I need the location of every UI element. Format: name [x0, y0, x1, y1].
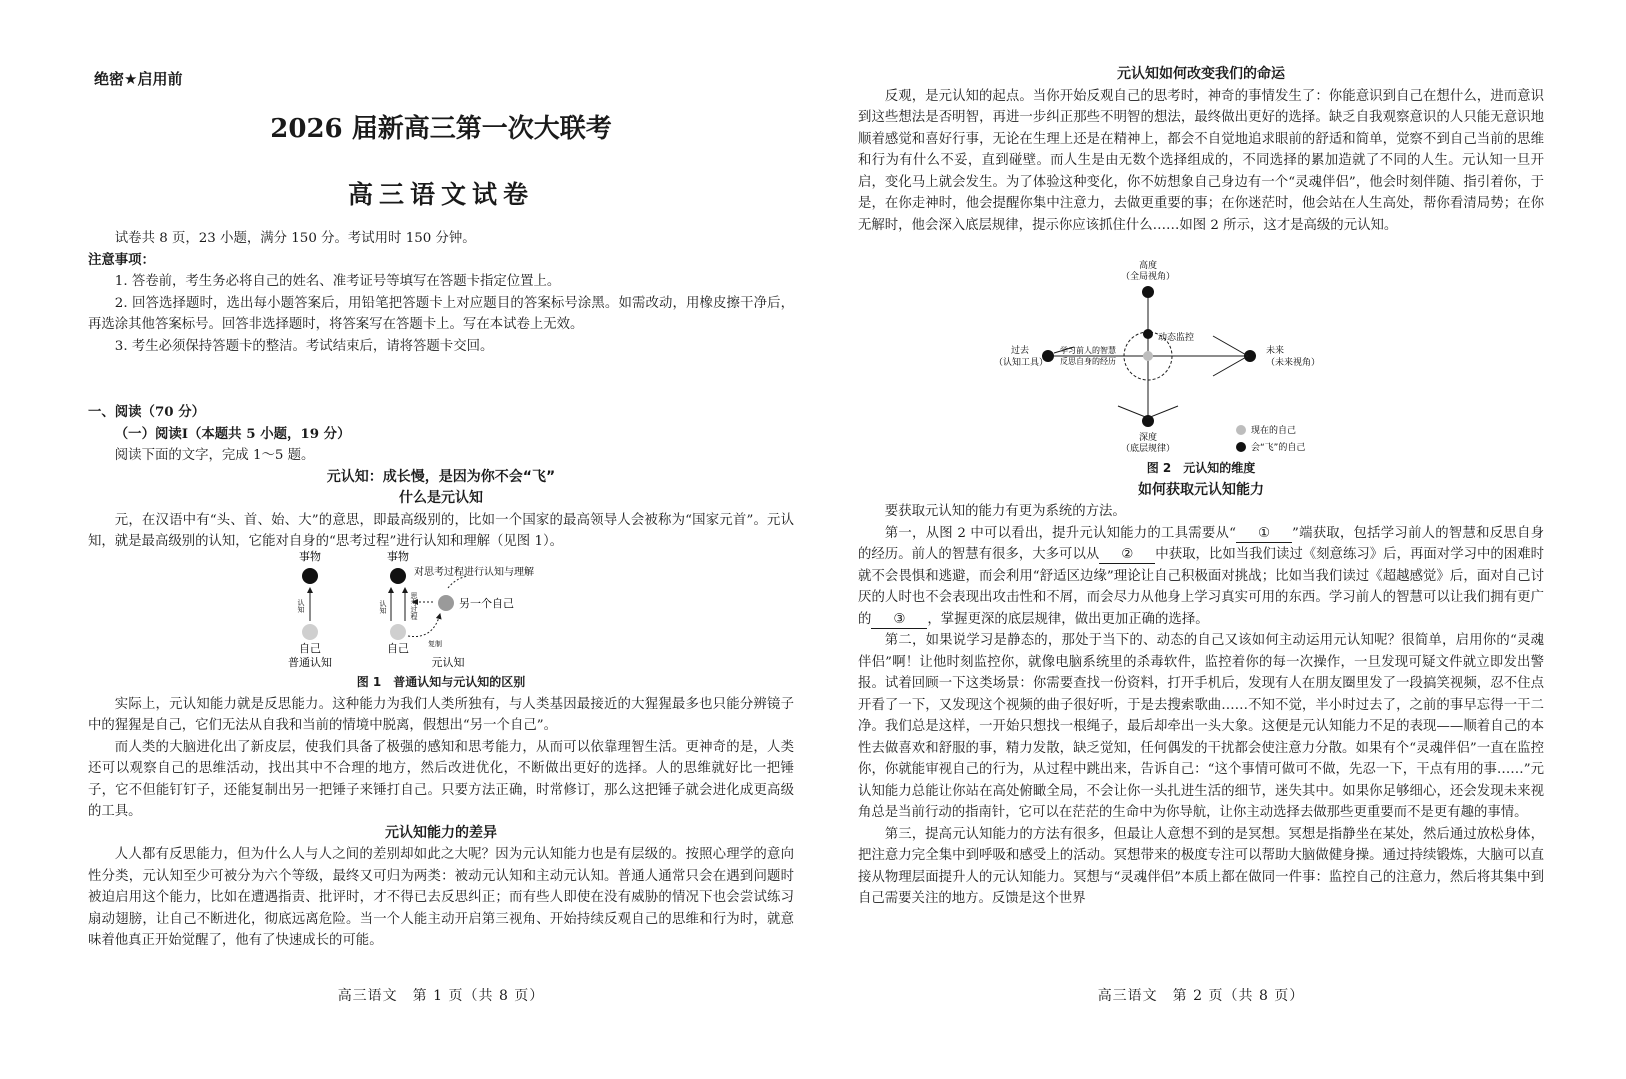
right-top-block: [858, 64, 1544, 236]
paragraph: 第三，提高元认知能力的方法有很多，但最让人意想不到的是冥想。冥想是指静坐在某处，然后通过放松身体，把注意力完全集中到呼吸和感受上的活动。冥想带来的极度专注可以帮助大脑做健身操。通过持续锻炼，大脑可以直接从物理层面提升人的元认知能力。冥想与“灵魂伴侣”本质上都在做同一件事：监控自己的注意力，然后将其集中到自己需要关注的地方。反馈是这个世界: [858, 826, 1544, 906]
blank-3: ③: [871, 612, 927, 629]
page-footer: 高三语文 第 2 页（共 8 页）: [1097, 988, 1305, 1004]
right-page: [858, 0, 1544, 1079]
exam-info: 试卷共 8 页，23 小题，满分 150 分。考试用时 150 分钟。: [114, 231, 476, 246]
fig1-left-bottom-label: 自己: [299, 642, 321, 655]
fig1-other-self-dot: [438, 595, 454, 611]
fig1-left-caption: 普通认知: [288, 656, 332, 669]
fig2-center-label-1: 学习前人的智慧: [1060, 346, 1116, 355]
heading-fate: 元认知如何改变我们的命运: [1117, 66, 1285, 82]
note-item: 2. 回答选择题时，选出每小题答案后，用铅笔把答题卡上对应题目的答案标号涂黑。如需改动，用橡皮擦干净后，再选涂其他答案标号。回答非选择题时，将答案写在答题卡上。写在本试卷上无效。: [88, 295, 794, 332]
fig1-left-top-label: 事物: [299, 550, 321, 563]
fig1-right-bottom-label: 自己: [387, 642, 409, 655]
fig2-left-sub: （认知工具）: [994, 358, 1049, 368]
fig1-right-caption: 元认知: [431, 656, 465, 669]
fig2-left-label: 过去: [1011, 346, 1030, 356]
fig1-right-annotation: 对思考过程进行认知与理解: [414, 567, 534, 578]
section-heading: 一、阅读（70 分）: [88, 404, 206, 420]
fig1-thing-dot: [390, 568, 406, 584]
notes-heading: 注意事项：: [88, 251, 155, 268]
blank-2: ②: [1099, 547, 1155, 564]
legend-fly-dot: [1236, 442, 1246, 452]
figure-1-caption: 图 1 普通认知与元认知的区别: [356, 675, 526, 689]
fig1-self-dot: [390, 624, 406, 640]
left-body-block: [88, 672, 794, 952]
subject-title: 高三语文试卷: [347, 180, 534, 209]
fig1-right-arrow-label-2: 思考过程: [410, 592, 418, 620]
figure-1-diagram: [268, 548, 588, 670]
heading-what-is-metacognition: 什么是元认知: [399, 490, 483, 506]
text-segment: 第一，从图 2 中可以看出，提升元认知能力的工具需要从“: [884, 525, 1236, 541]
note-item: 3. 考生必须保持答题卡的整洁。考试结束后，请将答题卡交回。: [114, 338, 494, 354]
subsection-heading: （一）阅读Ⅰ（本题共 5 小题，19 分）: [114, 425, 351, 442]
fig2-right-sub: （未来视角）: [1266, 358, 1321, 368]
legend-now-dot: [1236, 425, 1246, 435]
paragraph-with-blanks: [858, 523, 1544, 631]
fig1-thing-dot: [302, 568, 318, 584]
paragraph: 实际上，元认知能力就是反思能力。这种能力为我们人类所独有，与人类基因最接近的大猩猩最多也只能分辨镜子中的猩猩是自己，它们无法从自我和当前的情境中脱离，假想出“另一个自己”。: [88, 696, 794, 733]
secret-mark: 绝密★启用前: [94, 70, 183, 88]
fig2-top-label: 高度: [1138, 261, 1158, 271]
legend-now-label: 现在的自己: [1251, 426, 1297, 436]
fig2-bottom-sub: （底层规律）: [1120, 444, 1176, 454]
fig2-right-label: 未来: [1266, 346, 1285, 356]
fig1-right-arrow-label-1: 认知: [379, 600, 387, 614]
heading-metacognition-difference: 元认知能力的差异: [385, 824, 497, 841]
paragraph: 而人类的大脑进化出了新皮层，使我们具备了极强的感知和思考能力，从而可以依靠理智生活。更神奇的是，人类还可以观察自己的思维活动，找出其中不合理的地方，然后改进优化，不断做出更好的选择。人的思维就好比一把锤子，它不但能钉钉子，还能复制出另一把锤子来锤打自己。只要方法正确，时常修订，那么这把锤子就会进化成更高级的工具。: [88, 739, 794, 819]
fig1-copy-label: 复制: [428, 640, 442, 648]
fig2-right-dot: [1244, 350, 1256, 362]
blank-1: ①: [1236, 526, 1292, 543]
text-segment: 中获取，比如当我们读过《刻意练习》后，再面对学习中的困难时就不会畏惧和逃避，而会利用“舒适区边缘”理论让自己积极面对挑战；比如当我们读过《超越感觉》后，面对自己讨厌的人时也不会表现出攻击性和不屑，而会尽力从他身上学习真实可用的东西。学习前人的智慧可以让我们拥有更广的: [858, 547, 1545, 627]
figure-2-caption: 图 2 元认知的维度: [1146, 461, 1256, 475]
paragraph: 元，在汉语中有“头、首、始、大”的意思，即最高级别的，比如一个国家的最高领导人会被称为“国家元首”。元认知，就是最高级别的认知，它能对自身的“思考过程”进行认知和理解（见图 1）。: [88, 512, 794, 549]
exam-title: 2026 届新高三第一次大联考: [270, 114, 612, 144]
fig1-self-dot: [302, 624, 318, 640]
paragraph: 要获取元认知的能力有更为系统的方法。: [884, 504, 1126, 519]
fig1-left-arrow-label: 认知: [297, 599, 305, 613]
fig2-top-dot: [1142, 286, 1154, 298]
legend-fly-label: 会“飞”的自己: [1251, 443, 1306, 453]
reading-intro-block: [88, 402, 794, 553]
fig2-monitor-dot: [1143, 329, 1153, 339]
text-segment: ”端获取，包括学习前人的智慧和反思自身的经历。前人的智慧有很多，大多可以从: [858, 525, 1544, 562]
fig1-other-self-label: 另一个自己: [459, 597, 514, 610]
fig2-bottom-label: 深度: [1138, 433, 1158, 443]
fig2-center-label-2: 反思自身的经历: [1060, 357, 1116, 366]
paragraph: 反观，是元认知的起点。当你开始反观自己的思考时，神奇的事情发生了：你能意识到自己在想什么，进而意识到这些想法是否明智，再进一步纠正那些不明智的想法，最终做出更好的选择。缺乏自我观察意识的人只能无意识地顺着感觉和喜好行事，无论在生理上还是在精神上，都会不自觉地追求眼前的舒适和简单，觉察不到自己当前的思维和行为有什么不妥，直到碰壁。而人生是由无数个选择组成的，不同选择的累加造就了不同的人生。元认知一旦开启，变化马上就会发生。为了体验这种变化，你不妨想象自己身边有一个“灵魂伴侣”，他会时刻伴随、指引着你，于是，在你走神时，他会提醒你集中注意力，去做更重要的事；在你迷茫时，他会站在人生高处，帮你看清局势；在你无解时，他会深入底层规律，提示你应该抓住什么……如图 2 所示，这才是高级的元认知。: [858, 88, 1544, 233]
text-segment: ，掌握更深的底层规律，做出更加正确的选择。: [927, 611, 1209, 627]
fig2-monitor-label: 动态监控: [1158, 333, 1195, 343]
exam-notes-block: [88, 228, 794, 357]
instruction: 阅读下面的文字，完成 1～5 题。: [114, 448, 315, 463]
article-title: 元认知：成长慢，是因为你不会“飞”: [326, 468, 556, 485]
note-item: 1. 答卷前，考生务必将自己的姓名、准考证号等填写在答题卡指定位置上。: [114, 274, 561, 289]
heading-how-to-acquire: 如何获取元认知能力: [1138, 481, 1264, 498]
fig2-center-dot: [1143, 351, 1153, 361]
figure-2-diagram: [994, 258, 1338, 458]
right-body-block: [858, 458, 1544, 910]
paragraph: 第二，如果说学习是静态的，那处于当下的、动态的自己又该如何主动运用元认知呢？很简单，启用你的“灵魂伴侣”啊！让他时刻监控你，就像电脑系统里的杀毒软件，监控着你的每一次操作，一旦发现可疑文件就立即发出警报。试着回顾一下这类场景：你需要查找一份资料，打开手机后，发现有人在朋友圈里发了一段搞笑视频，忍不住点开看了一下，又发现这个视频的曲子很好听，于是去搜索歌曲……不知不觉，半小时过去了，之前的事早忘得一干二净。我们总是这样，一开始只想找一根绳子，最后却牵出一头大象。这便是元认知能力不足的表现——顺着自己的本性去做喜欢和舒服的事，精力发散，缺乏觉知，任何偶发的干扰都会使注意力分散。如果有个“灵魂伴侣”一直在监控你，你就能审视自己的行为，从过程中跳出来，告诉自己：“这个事情可做可不做，先忍一下，干点有用的事……”元认知能力总能让你站在高处俯瞰全局，不会让你一头扎进生活的细节，迷失其中。如果你足够细心，还会发现未来视角总是当前行动的指南针，它可以在茫茫的生命中为你导航，让你主动选择去做那些更重要而不是更有趣的事情。: [858, 633, 1544, 820]
page-footer: 高三语文 第 1 页（共 8 页）: [337, 988, 545, 1004]
fig1-right-top-label: 事物: [387, 550, 409, 563]
paragraph: 人人都有反思能力，但为什么人与人之间的差别却如此之大呢？因为元认知能力也是有层级的。按照心理学的意向性分类，元认知至少可被分为六个等级，最终又可归为两类：被动元认知和主动元认知。普通人通常只会在遇到问题时被迫启用这个能力，比如在遭遇指责、批评时，才不得已去反思纠正；而有些人即使在没有威胁的情况下也会尝试练习扇动翅膀，让自己不断进化，彻底远离危险。当一个人能主动开启第三视角、开始持续反观自己的思维和行为时，就意味着他真正开始觉醒了，他有了快速成长的可能。: [88, 847, 794, 948]
left-page: [88, 0, 794, 1079]
fig2-top-sub: （全局视角）: [1120, 272, 1176, 282]
